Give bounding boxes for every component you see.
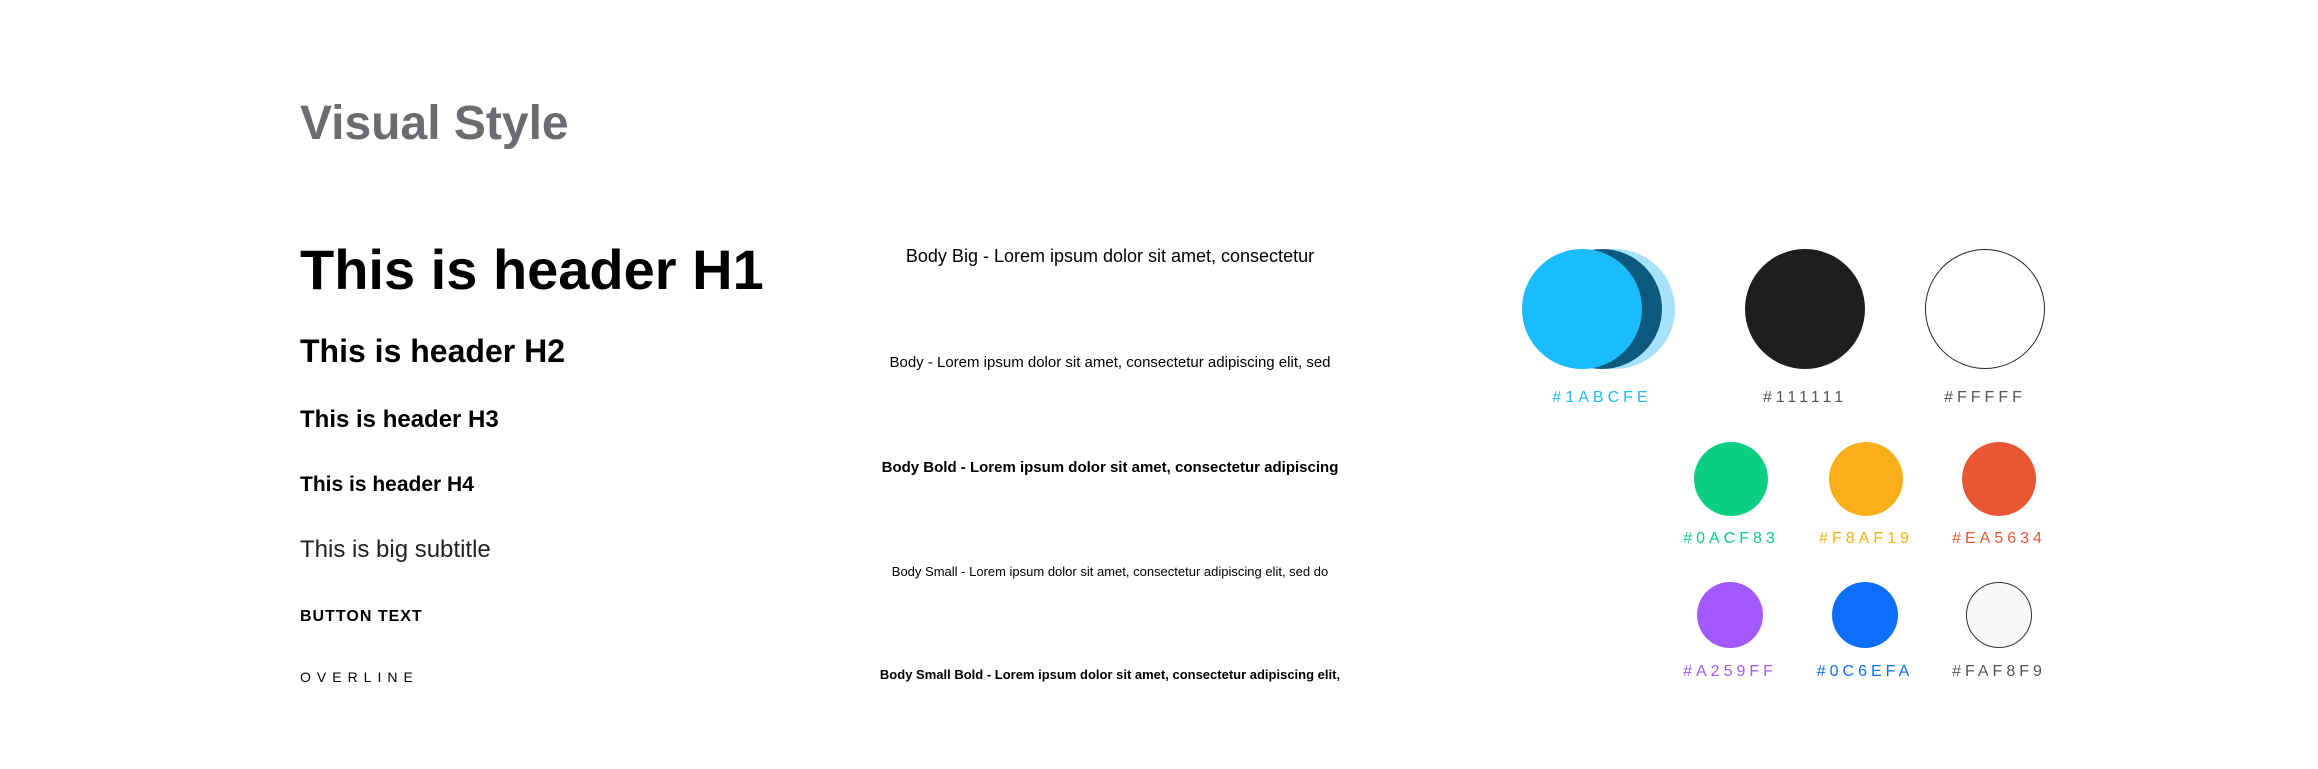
overline-sample: OVERLINE: [300, 669, 419, 685]
header-h4-sample: This is header H4: [300, 473, 474, 496]
primary-color-label: #1ABCFE: [1552, 389, 1652, 406]
white-color-label: #FFFFF: [1944, 389, 2026, 406]
dark-color-label: #111111: [1762, 389, 1848, 406]
yellow-color-swatch: [1829, 442, 1903, 516]
button-text-sample: BUTTON TEXT: [300, 608, 423, 625]
body-text-styles: [840, 0, 1380, 769]
red-color-label: #EA5634: [1952, 530, 2046, 547]
body-bold-sample: Body Bold - Lorem ipsum dolor sit amet, consectetur adipiscing: [881, 459, 1339, 476]
offwhite-color-swatch: [1966, 582, 2032, 648]
purple-color-swatch: [1697, 582, 1763, 648]
yellow-color-label: #F8AF19: [1819, 530, 1913, 547]
dark-color-swatch: [1745, 249, 1865, 369]
body-big-sample: Body Big - Lorem ipsum dolor sit amet, consectetur: [905, 246, 1315, 266]
header-h3-sample: This is header H3: [300, 406, 499, 433]
primary-color-swatch: [1522, 249, 1642, 369]
page-title: Visual Style: [300, 97, 569, 150]
white-color-swatch: [1925, 249, 2045, 369]
body-small-sample: Body Small - Lorem ipsum dolor sit amet, consectetur adipiscing elit, sed do: [891, 564, 1329, 579]
blue-color-swatch: [1832, 582, 1898, 648]
red-color-swatch: [1962, 442, 2036, 516]
header-h2-sample: This is header H2: [300, 333, 565, 369]
body-small-bold-sample: Body Small Bold - Lorem ipsum dolor sit amet, consectetur adipiscing elit,: [879, 667, 1341, 682]
purple-color-label: #A259FF: [1683, 663, 1777, 680]
green-color-label: #0ACF83: [1683, 530, 1779, 547]
big-subtitle-sample: This is big subtitle: [300, 536, 491, 563]
typography-scale: [300, 0, 900, 769]
green-color-swatch: [1694, 442, 1768, 516]
body-sample: Body - Lorem ipsum dolor sit amet, consectetur adipiscing elit, sed: [889, 354, 1331, 371]
header-h1-sample: This is header H1: [300, 238, 764, 301]
offwhite-color-label: #FAF8F9: [1952, 663, 2046, 680]
blue-color-label: #0C6EFA: [1816, 663, 1914, 680]
